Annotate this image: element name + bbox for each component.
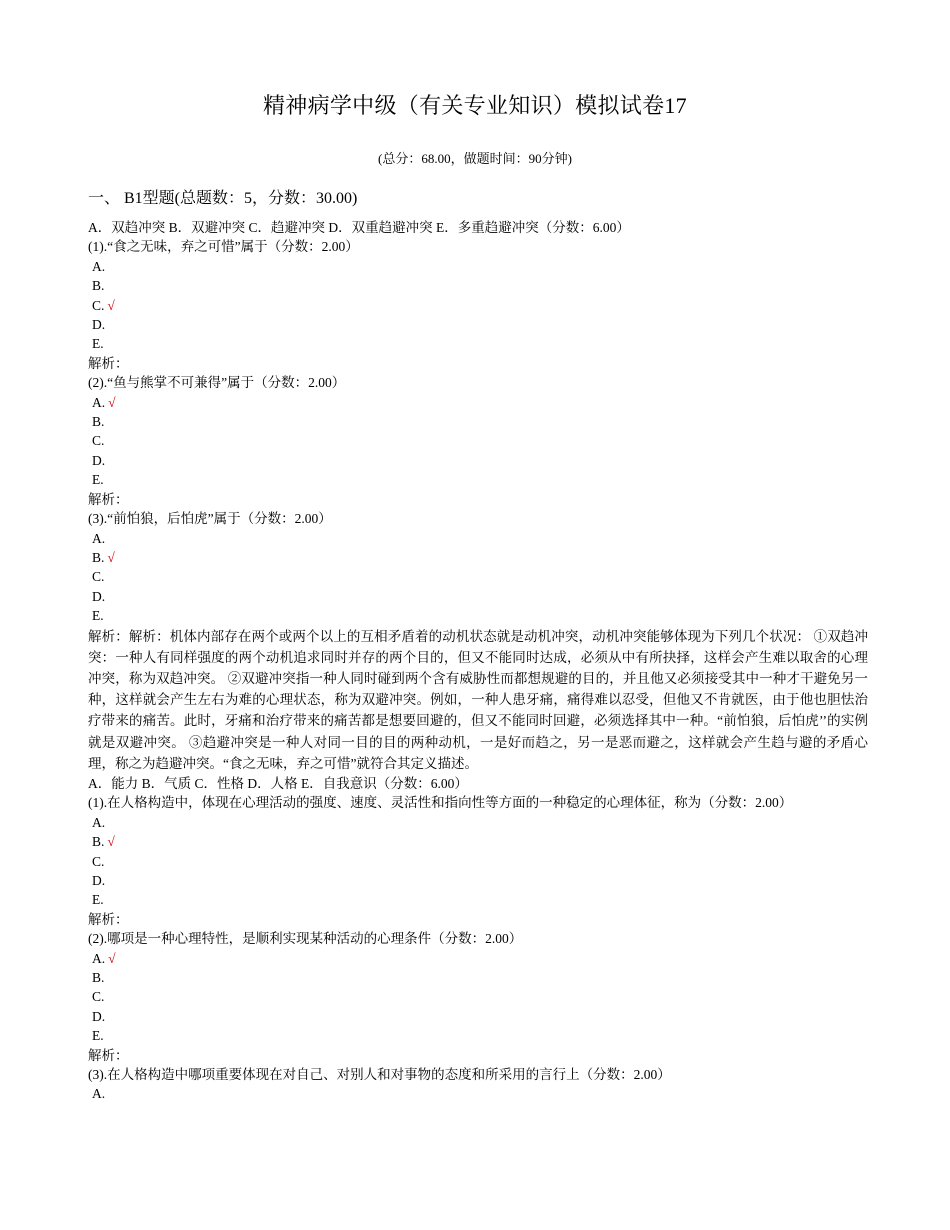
answer-option-label: C.: [92, 569, 105, 585]
answer-option-label: B.: [92, 834, 105, 850]
answer-option: [88, 832, 868, 851]
answer-option-label: A.: [92, 950, 106, 966]
answer-option-label: B.: [92, 549, 105, 565]
question-text: (2).哪项是一种心理特性，是顺利实现某种活动的心理条件（分数：2.00）: [88, 931, 523, 947]
answer-option: [88, 529, 868, 548]
correct-check-icon: √: [108, 950, 116, 966]
answer-option-label: D.: [92, 1008, 106, 1024]
answer-option: [88, 587, 868, 606]
answer-option-label: E.: [92, 472, 104, 488]
correct-check-icon: √: [107, 549, 115, 565]
answer-option: [88, 451, 868, 470]
answer-option-label: E.: [92, 1028, 104, 1044]
group-options-line: A．双趋冲突 B．双避冲突 C．趋避冲突 D．双重趋避冲突 E．多重趋避冲突（分数：6.00）: [88, 220, 630, 235]
answer-option-label: A.: [92, 530, 106, 546]
answer-option: [88, 276, 868, 295]
answer-option: [88, 968, 868, 987]
answer-option: [88, 949, 868, 968]
group-options-line: A．能力 B．气质 C．性格 D．人格 E．自我意识（分数：6.00）: [88, 775, 468, 791]
answer-option-label: A.: [92, 1086, 106, 1102]
answer-option-label: D.: [92, 588, 106, 604]
answer-option-label: C.: [92, 853, 105, 869]
page-title: 精神病学中级（有关专业知识）模拟试卷17: [262, 93, 687, 118]
answer-option-label: B.: [92, 414, 105, 430]
answer-option: [88, 470, 868, 489]
analysis-text: 解析：: [88, 1047, 129, 1063]
correct-check-icon: √: [108, 394, 116, 410]
answer-option-label: D.: [92, 872, 106, 888]
section-header: 一、 B1型题(总题数：5，分数：30.00): [88, 190, 358, 207]
answer-option: [88, 431, 868, 450]
answer-option-label: E.: [92, 336, 104, 352]
page-subtitle: (总分：68.00，做题时间：90分钟): [378, 151, 572, 166]
question-text: (1).“食之无味，弃之可惜”属于（分数：2.00）: [88, 239, 359, 255]
answer-option: [88, 334, 868, 353]
analysis-text: 解析：: [88, 355, 129, 371]
answer-option: [88, 315, 868, 334]
analysis-text: 解析：解析：机体内部存在两个或两个以上的互相矛盾着的动机状态就是动机冲突，动机冲突能够体现为下列几个状况： ①双趋冲突：一种人有同样强度的两个动机追求同时并存的两个目的，但又不能同时达成，必须从中有所抉择，这样会产生难以取舍的心理冲突，称为双趋冲突。 ②双避冲突指一种人同时碰到两个含有威胁性而都想规避的目的，并且他又必须接受其中一种才干避免另一种，这样就会产生左右为难的心理状态，称为双避冲突。例如，一种人患牙痛，痛得难以忍受，但他又不肯就医，由于他也胆怯治疗带来的痛苦。此时，牙痛和治疗带来的痛苦都是想要回避的，但又不能同时回避，必须选择其中一种。“前怕狼，后怕虎’’的实例就是双避冲突。 ③趋避冲突是一种人对同一目的目的两种动机，一是好而趋之，另一是恶而避之，这样就会产生趋与避的矛盾心理，称之为趋避冲突。“食之无味，弃之可惜”就符合其定义描述。: [88, 628, 868, 771]
answer-option: [88, 1026, 868, 1045]
answer-option: [88, 296, 868, 315]
answer-option-label: B.: [92, 278, 105, 294]
answer-option-label: D.: [92, 452, 106, 468]
question-text: (3).在人格构造中哪项重要体现在对自己、对别人和对事物的态度和所采用的言行上（分数：2.00）: [88, 1067, 671, 1083]
question-text: (2).“鱼与熊掌不可兼得”属于（分数：2.00）: [88, 375, 346, 391]
answer-option-label: E.: [92, 608, 104, 624]
answer-option-label: A.: [92, 814, 106, 830]
answer-option-label: C.: [92, 989, 105, 1005]
answer-option-label: E.: [92, 892, 104, 908]
answer-option: [88, 852, 868, 871]
answer-option: [88, 813, 868, 832]
answer-option-label: C.: [92, 297, 105, 313]
answer-option-label: C.: [92, 433, 105, 449]
answer-option: [88, 987, 868, 1006]
answer-option: [88, 393, 868, 412]
answer-option: [88, 1084, 868, 1103]
answer-option: [88, 1007, 868, 1026]
analysis-text: 解析：: [88, 491, 129, 507]
correct-check-icon: √: [107, 297, 115, 313]
question-content: [88, 218, 868, 1104]
answer-option: [88, 567, 868, 586]
analysis-text: 解析：: [88, 911, 129, 927]
answer-option: [88, 606, 868, 625]
answer-option-label: A.: [92, 258, 106, 274]
question-text: (1).在人格构造中，体现在心理活动的强度、速度、灵活性和指向性等方面的一种稳定的心理体征，称为（分数：2.00）: [88, 795, 793, 811]
question-text: (3).“前怕狼，后怕虎”属于（分数：2.00）: [88, 511, 332, 527]
answer-option: [88, 257, 868, 276]
answer-option: [88, 412, 868, 431]
correct-check-icon: √: [107, 834, 115, 850]
answer-option: [88, 548, 868, 567]
answer-option-label: B.: [92, 970, 105, 986]
answer-option: [88, 871, 868, 890]
answer-option-label: A.: [92, 394, 106, 410]
answer-option: [88, 890, 868, 909]
answer-option-label: D.: [92, 317, 106, 333]
